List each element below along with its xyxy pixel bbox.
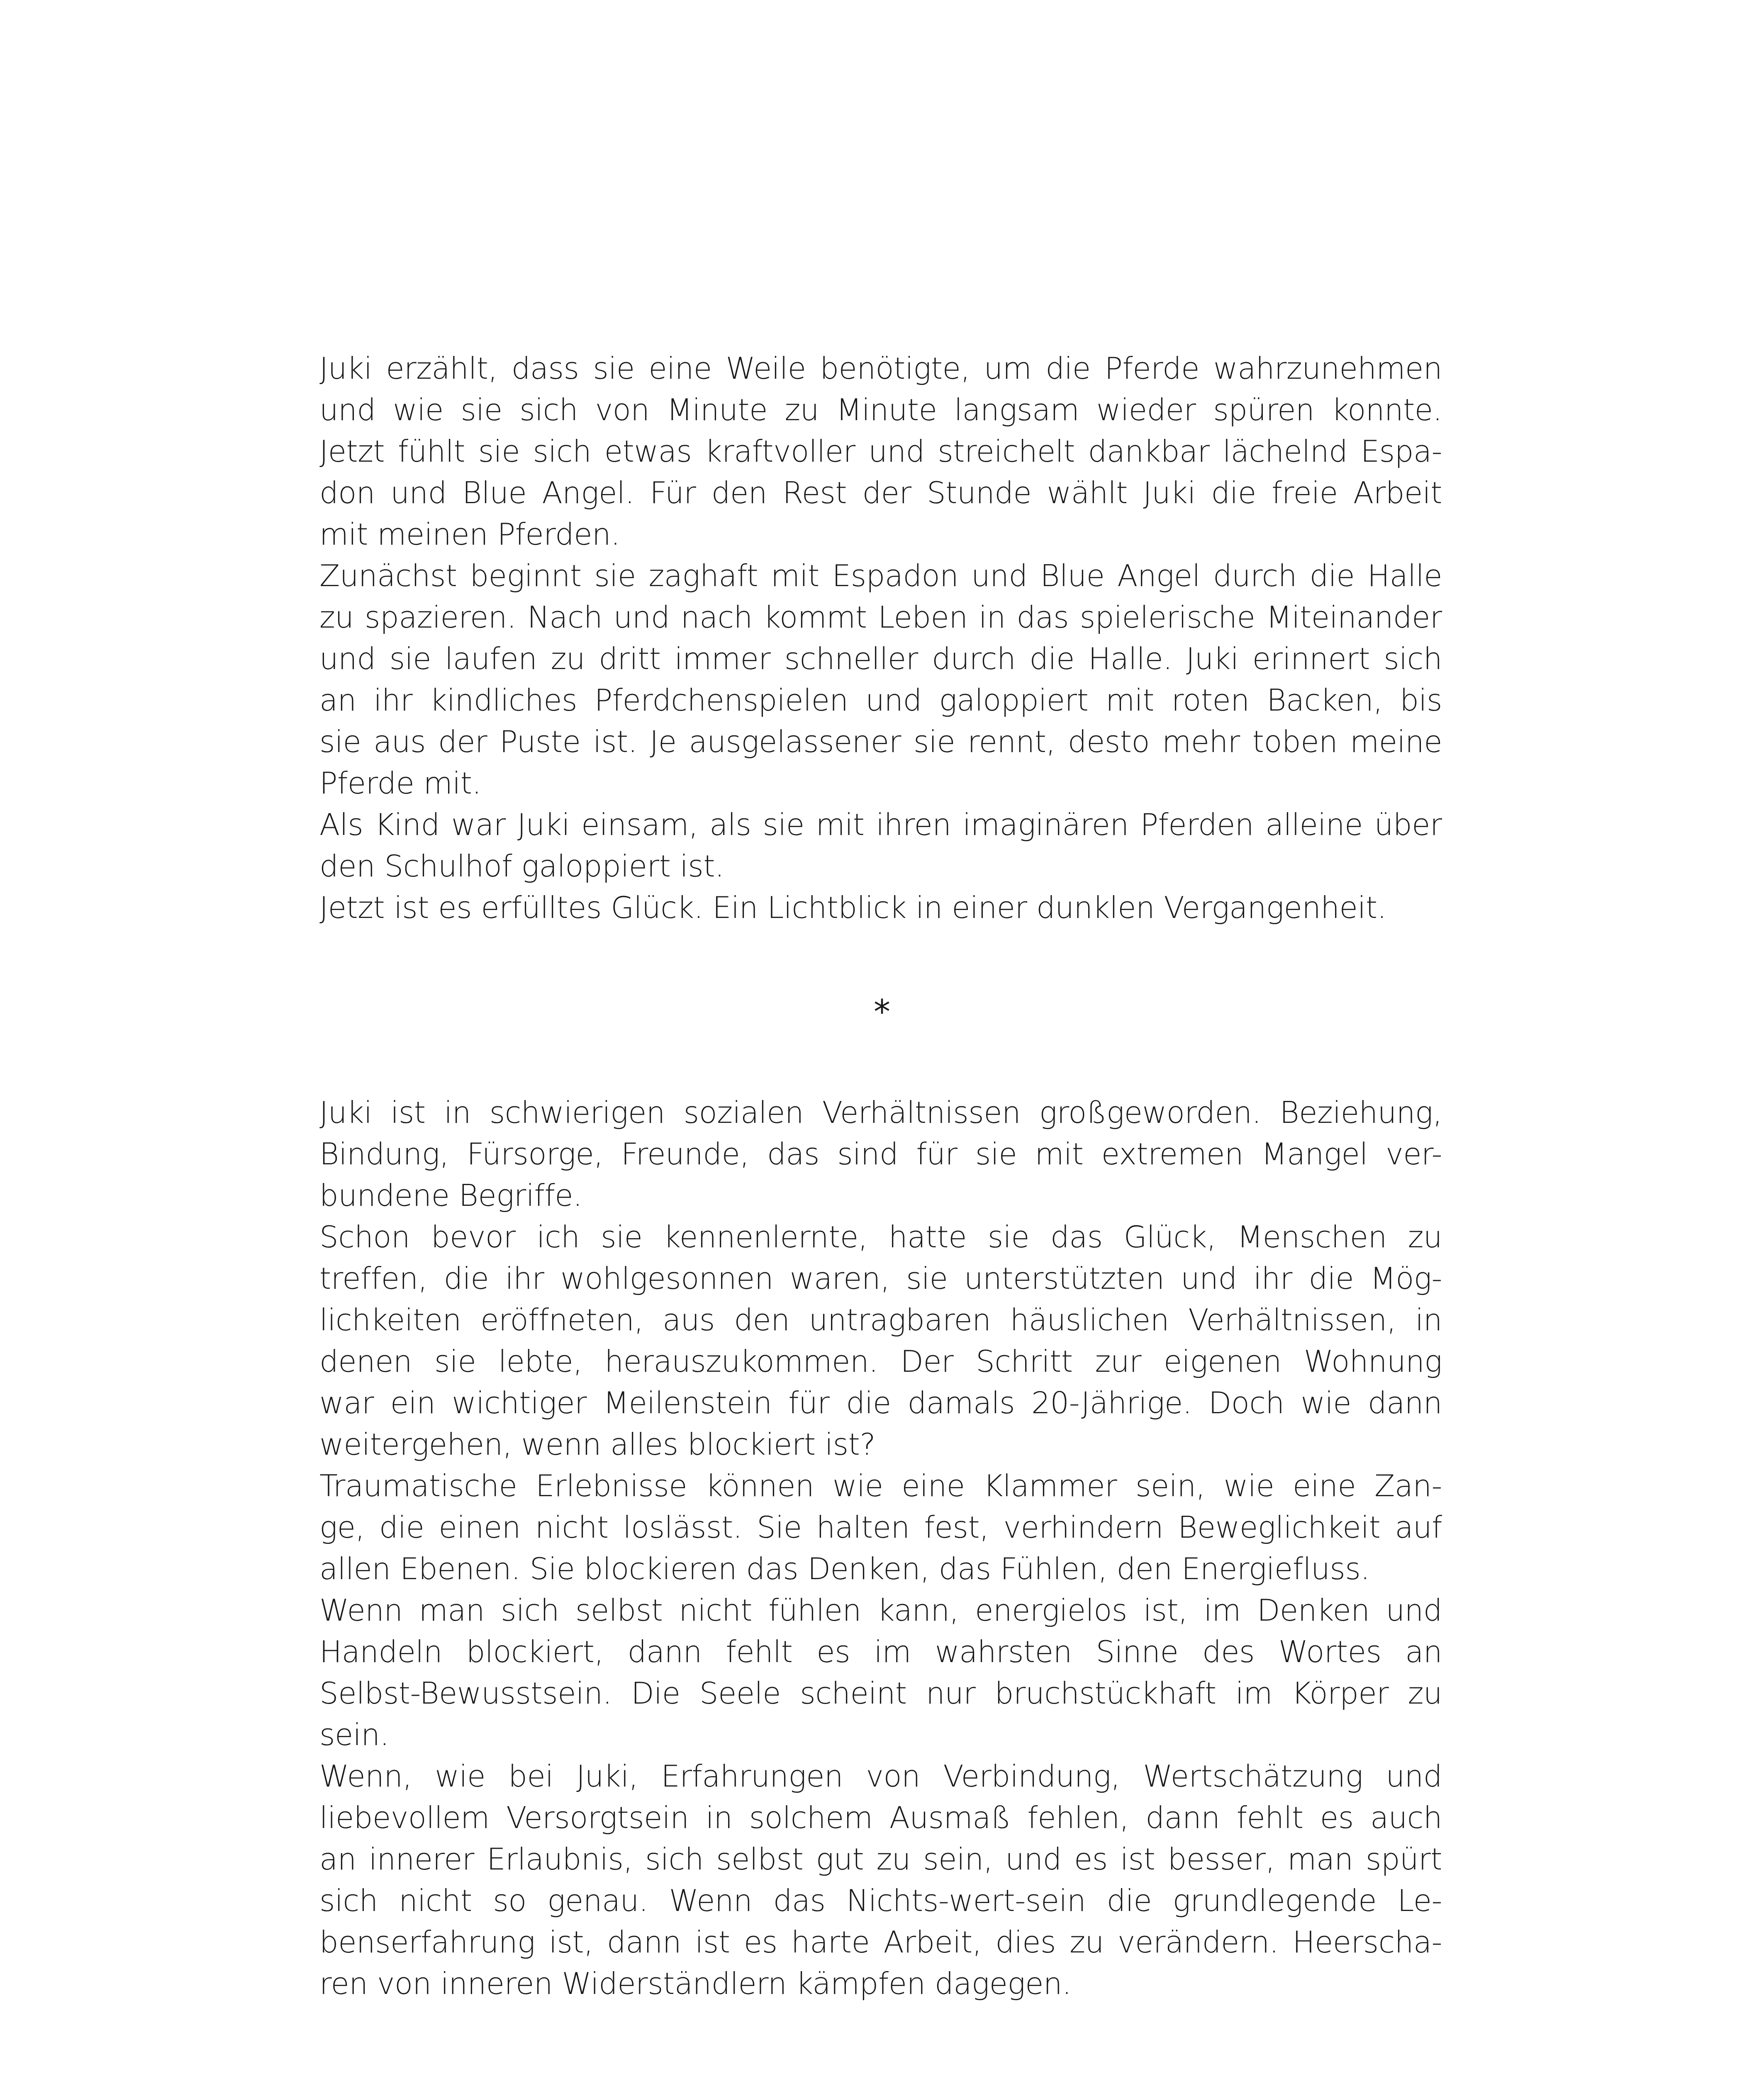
text-line: an ihr kindliches Pferdchenspielen und galoppiert mit roten Backen, bis (319, 683, 1442, 718)
text-line: Wenn man sich selbst nicht fühlen kann, energielos ist, im Denken und (319, 1593, 1442, 1628)
text-line: bundene Begriffe. (319, 1178, 582, 1213)
text-line: benserfahrung ist, dann ist es harte Arbeit, dies zu verändern. Heerscha- (319, 1925, 1442, 1960)
text-line: Selbst-Bewusstsein. Die Seele scheint nur bruchstückhaft im Körper zu (319, 1676, 1442, 1711)
text-line: Handeln blockiert, dann fehlt es im wahrsten Sinne des Wortes an (319, 1634, 1442, 1669)
text-line: an innerer Erlaubnis, sich selbst gut zu sein, und es ist besser, man spürt (319, 1842, 1442, 1877)
text-line: Zunächst beginnt sie zaghaft mit Espadon und Blue Angel durch die Halle (319, 558, 1442, 593)
text-line: sein. (319, 1717, 389, 1752)
text-line: sie aus der Puste ist. Je ausgelassener sie rennt, desto mehr toben meine (319, 724, 1442, 759)
text-line: lichkeiten eröffneten, aus den untragbaren häuslichen Verhältnissen, in (319, 1302, 1442, 1337)
text-line: Schon bevor ich sie kennenlernte, hatte sie das Glück, Menschen zu (319, 1220, 1442, 1254)
text-line: mit meinen Pferden. (319, 517, 620, 552)
text-line: Wenn, wie bei Juki, Erfahrungen von Verbindung, Wertschätzung und (319, 1759, 1442, 1794)
text-line: Jetzt ist es erfülltes Glück. Ein Lichtblick in einer dunklen Vergangenheit. (319, 890, 1386, 925)
text-line: ge, die einen nicht loslässt. Sie halten fest, verhindern Beweglichkeit auf (319, 1510, 1442, 1545)
text-line: treffen, die ihr wohlgesonnen waren, sie unterstützten und ihr die Mög- (319, 1261, 1442, 1296)
text-line: Jetzt fühlt sie sich etwas kraftvoller und streichelt dankbar lächelnd Espa- (319, 434, 1442, 469)
text-line: zu spazieren. Nach und nach kommt Leben in das spielerische Miteinander (319, 600, 1442, 635)
text-line: Traumatische Erlebnisse können wie eine Klammer sein, wie eine Zan- (319, 1468, 1442, 1503)
text-line: war ein wichtiger Meilenstein für die damals 20-Jährige. Doch wie dann (319, 1385, 1442, 1420)
text-line: sich nicht so genau. Wenn das Nichts-wert-sein die grundlegende Le- (319, 1883, 1442, 1918)
paragraph-block-2 (319, 1092, 1442, 2004)
text-line: und wie sie sich von Minute zu Minute langsam wieder spüren konnte. (319, 392, 1442, 427)
text-line: denen sie lebte, herauszukommen. Der Schritt zur eigenen Wohnung (319, 1344, 1442, 1379)
text-line: don und Blue Angel. Für den Rest der Stunde wählt Juki die freie Arbeit (319, 475, 1442, 510)
text-line: allen Ebenen. Sie blockieren das Denken, das Fühlen, den Energiefluss. (319, 1551, 1370, 1586)
text-line: weitergehen, wenn alles blockiert ist? (319, 1427, 876, 1462)
section-separator: * (874, 993, 890, 1031)
text-line: Juki erzählt, dass sie eine Weile benötigte, um die Pferde wahrzunehmen (319, 351, 1442, 386)
text-line: den Schulhof galoppiert ist. (319, 849, 724, 884)
text-line: und sie laufen zu dritt immer schneller durch die Halle. Juki erinnert sich (319, 641, 1442, 676)
text-line: Pferde mit. (319, 766, 482, 801)
paragraph-block-1 (319, 348, 1442, 928)
text-line: Als Kind war Juki einsam, als sie mit ihren imaginären Pferden alleine über (319, 807, 1442, 842)
text-line: Juki ist in schwierigen sozialen Verhältnissen großgeworden. Beziehung, (319, 1095, 1442, 1130)
text-line: liebevollem Versorgtsein in solchem Ausmaß fehlen, dann fehlt es auch (319, 1800, 1442, 1835)
text-line: Bindung, Fürsorge, Freunde, das sind für sie mit extremen Mangel ver- (319, 1137, 1442, 1171)
text-line: ren von inneren Widerständlern kämpfen dagegen. (319, 1966, 1072, 2001)
